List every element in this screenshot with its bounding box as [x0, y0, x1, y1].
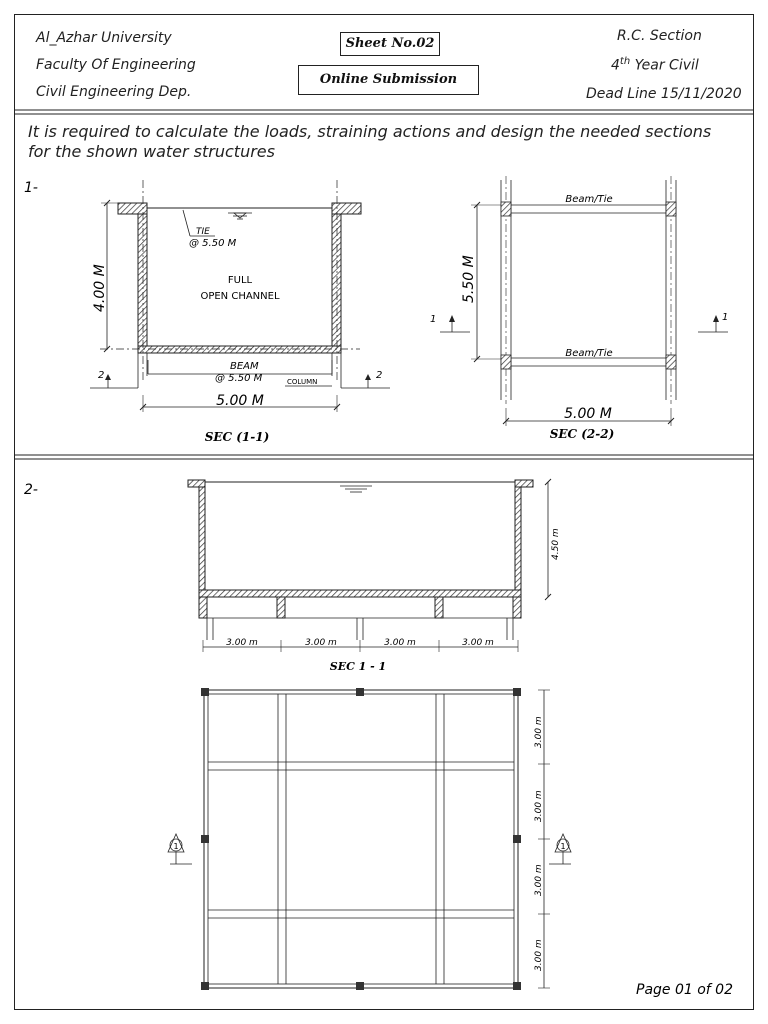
cut-1-right: 1 — [722, 312, 729, 323]
task-line-2: for the shown water structures — [28, 142, 275, 161]
tank-section-drawing — [188, 479, 561, 673]
sec-2-2-height: 5.50 M — [461, 255, 477, 303]
tank-section-caption: SEC 1 - 1 — [329, 660, 387, 673]
section-span-4: 3.00 m — [462, 638, 494, 648]
cut-1-left: 1 — [430, 314, 437, 325]
submission-label: Online Submission — [298, 65, 479, 95]
sec-1-1-width: 5.00 M — [216, 393, 264, 409]
plan-span-2: 3.00 m — [534, 790, 544, 822]
department-name: Civil Engineering Dep. — [36, 84, 192, 100]
tank-height: 4.50 m — [551, 528, 561, 560]
beam-tie-top: Beam/Tie — [565, 194, 613, 205]
sec-1-1-caption: SEC (1-1) — [204, 430, 270, 444]
plan-cut-right: 1 — [560, 842, 566, 851]
tie-spacing: @ 5.50 M — [189, 238, 237, 249]
tank-plan-drawing — [168, 688, 571, 990]
page-number: Page 01 of 02 — [636, 982, 733, 998]
university-name: Al_Azhar University — [36, 30, 172, 46]
year-label: 4th Year Civil — [611, 56, 699, 74]
plan-span-3: 3.00 m — [534, 864, 544, 896]
problem-2-number: 2- — [24, 482, 38, 498]
section-span-2: 3.00 m — [305, 638, 337, 648]
faculty-name: Faculty Of Engineering — [36, 57, 196, 73]
sec-1-1-drawing — [90, 180, 390, 444]
cut-label-right: 2 — [376, 370, 383, 381]
deadline: Dead Line 15/11/2020 — [586, 86, 742, 102]
problem-1-number: 1- — [24, 180, 38, 196]
sec-2-2-caption: SEC (2-2) — [549, 427, 615, 441]
course-name: R.C. Section — [617, 28, 702, 44]
sec-2-2-width: 5.00 M — [564, 406, 612, 422]
plan-cut-left: 1 — [173, 842, 179, 851]
beam-tie-bottom: Beam/Tie — [565, 348, 613, 359]
task-line-1: It is required to calculate the loads, straining actions and design the needed sections — [28, 122, 712, 141]
plan-span-1: 3.00 m — [534, 716, 544, 748]
section-span-3: 3.00 m — [384, 638, 416, 648]
channel-full: FULL — [227, 275, 253, 286]
sheet-number: Sheet No.02 — [340, 32, 440, 56]
column-label: COLUMN — [287, 378, 318, 386]
beam-label: BEAM — [230, 361, 259, 372]
sec-1-1-height: 4.00 M — [92, 264, 108, 312]
cut-label-left: 2 — [98, 370, 105, 381]
channel-label: OPEN CHANNEL — [200, 291, 280, 302]
beam-spacing: @ 5.50 M — [215, 373, 263, 384]
plan-span-4: 3.00 m — [534, 939, 544, 971]
tie-label: TIE — [196, 227, 210, 237]
sec-2-2-drawing — [430, 176, 728, 441]
section-span-1: 3.00 m — [226, 638, 258, 648]
